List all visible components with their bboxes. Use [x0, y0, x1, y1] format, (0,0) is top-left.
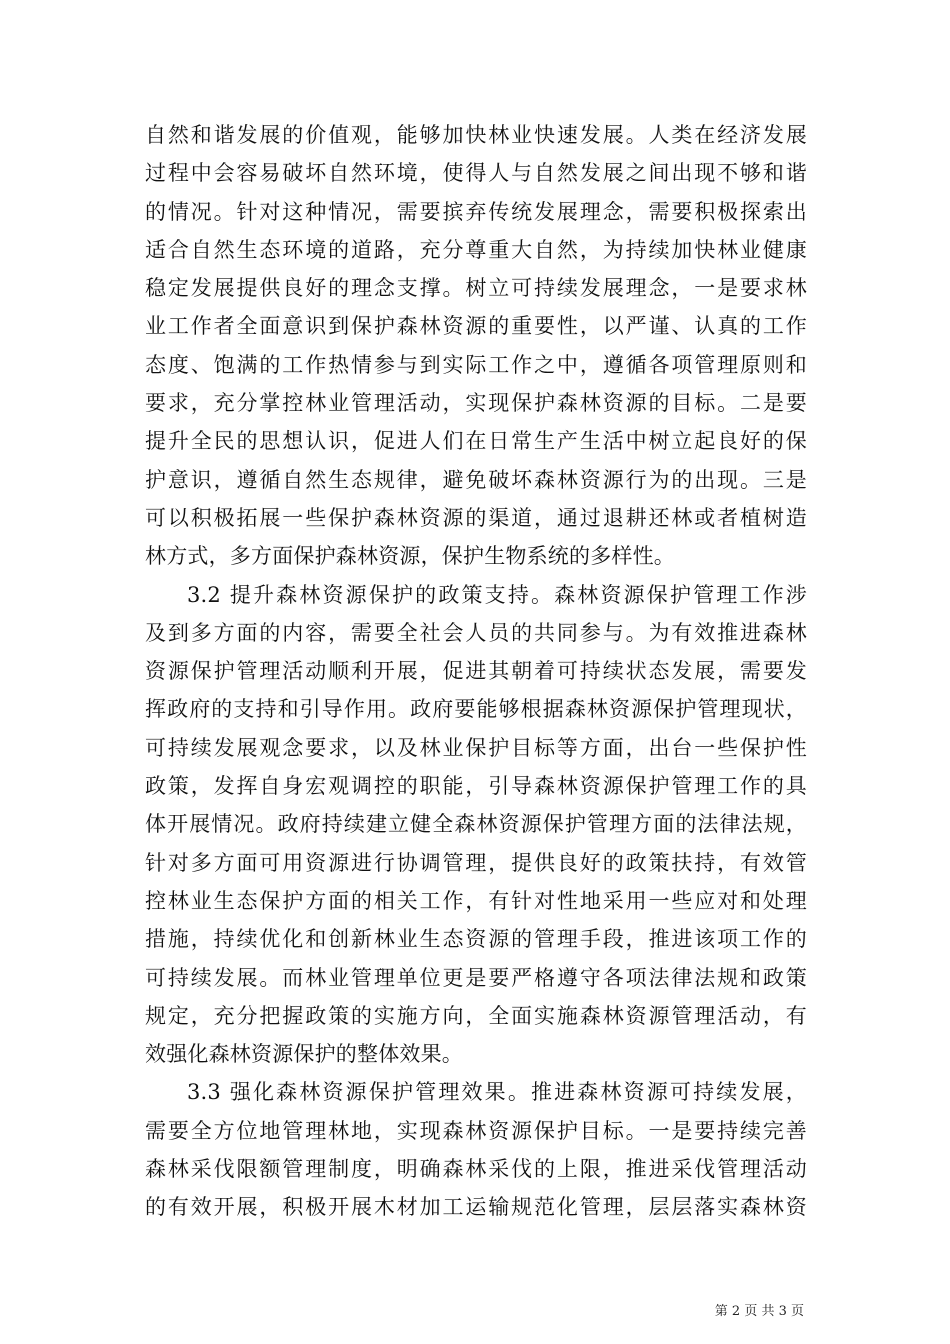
- text-line: 林方式，多方面保护森林资源，保护生物系统的多样性。: [145, 544, 675, 569]
- text-line: 针对多方面可用资源进行协调管理，提供良好的政策扶持，有效管: [145, 850, 807, 875]
- text-line: 措施，持续优化和创新林业生态资源的管理手段，推进该项工作的: [145, 927, 807, 952]
- text-line: 效强化森林资源保护的整体效果。: [145, 1042, 463, 1067]
- text-line: 政策，发挥自身宏观调控的职能，引导森林资源保护管理工作的具: [145, 774, 807, 799]
- text-line: 稳定发展提供良好的理念支撑。树立可持续发展理念，一是要求林: [145, 276, 807, 301]
- section-heading-line: 3.2 提升森林资源保护的政策支持。森林资源保护管理工作涉: [187, 582, 807, 607]
- text-line: 体开展情况。政府持续建立健全森林资源保护管理方面的法律法规，: [145, 812, 807, 837]
- text-line: 适合自然生态环境的道路，充分尊重大自然，为持续加快林业健康: [145, 237, 807, 262]
- text-line: 可持续发展。而林业管理单位更是要严格遵守各项法律法规和政策: [145, 965, 807, 990]
- paragraph-section-3-2: [145, 576, 807, 1074]
- section-heading-line: 3.3 强化森林资源保护管理效果。推进森林资源可持续发展，: [187, 1080, 807, 1105]
- text-line: 提升全民的思想认识，促进人们在日常生产生活中树立起良好的保: [145, 429, 807, 454]
- paragraph-section-3-3: [145, 1073, 807, 1226]
- text-line: 态度、饱满的工作热情参与到实际工作之中，遵循各项管理原则和: [145, 352, 807, 377]
- text-line: 的情况。针对这种情况，需要摈弃传统发展理念，需要积极探索出: [145, 199, 807, 224]
- page-number-footer: 第 2 页 共 3 页: [714, 1304, 804, 1319]
- text-line: 规定，充分把握政策的实施方向，全面实施森林资源管理活动，有: [145, 1003, 807, 1028]
- text-line: 自然和谐发展的价值观，能够加快林业快速发展。人类在经济发展: [145, 123, 807, 147]
- document-body: [145, 116, 807, 1227]
- paragraph-forest-sustainability: [145, 116, 807, 576]
- text-line: 可持续发展观念要求，以及林业保护目标等方面，出台一些保护性: [145, 735, 807, 760]
- text-line: 资源保护管理活动顺利开展，促进其朝着可持续状态发展，需要发: [145, 659, 807, 684]
- text-line: 业工作者全面意识到保护森林资源的重要性，以严谨、认真的工作: [145, 314, 807, 339]
- text-line: 可以积极拓展一些保护森林资源的渠道，通过退耕还林或者植树造: [145, 505, 807, 530]
- text-line: 护意识，遵循自然生态规律，避免破坏森林资源行为的出现。三是: [145, 467, 807, 492]
- text-line: 的有效开展，积极开展木材加工运输规范化管理，层层落实森林资: [145, 1195, 807, 1220]
- text-line: 过程中会容易破坏自然环境，使得人与自然发展之间出现不够和谐: [145, 161, 807, 186]
- text-line: 挥政府的支持和引导作用。政府要能够根据森林资源保护管理现状，: [145, 697, 807, 722]
- text-line: 要求，充分掌控林业管理活动，实现保护森林资源的目标。二是要: [145, 391, 807, 416]
- text-line: 需要全方位地管理林地，实现森林资源保护目标。一是要持续完善: [145, 1118, 807, 1143]
- text-line: 及到多方面的内容，需要全社会人员的共同参与。为有效推进森林: [145, 620, 807, 645]
- text-line: 森林采伐限额管理制度，明确森林采伐的上限，推进采伐管理活动: [145, 1157, 807, 1182]
- text-line: 控林业生态保护方面的相关工作，有针对性地采用一些应对和处理: [145, 888, 807, 913]
